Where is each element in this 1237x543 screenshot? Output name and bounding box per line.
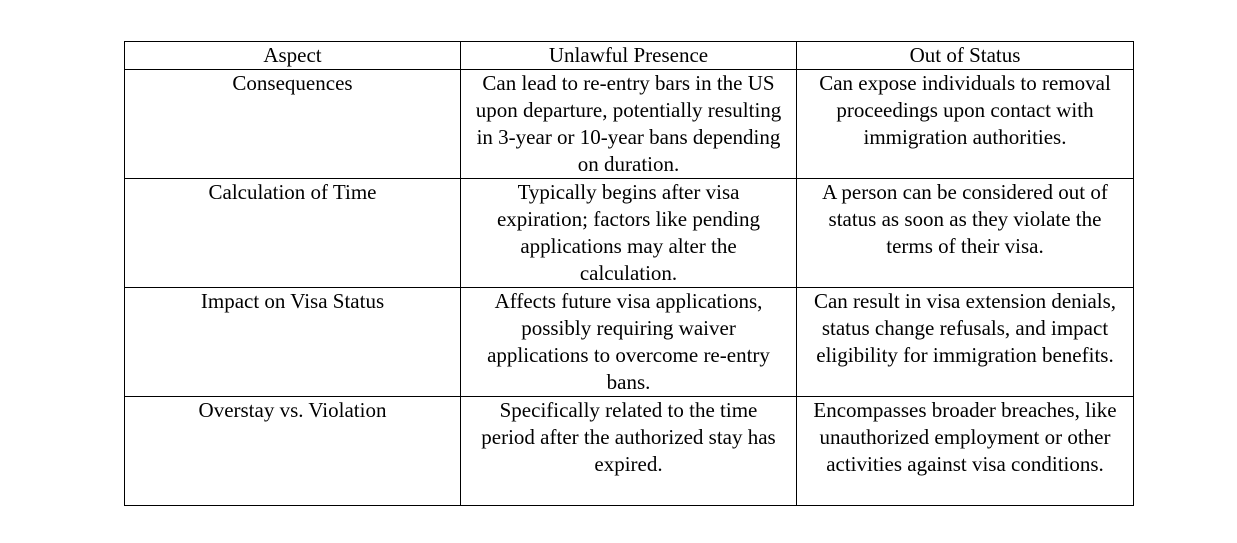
header-out-of-status: Out of Status bbox=[797, 42, 1134, 70]
unlawful-presence-cell: Can lead to re-entry bars in the US upon departure, potentially resulting in 3-year or 10-year bans depending on duration. bbox=[461, 70, 797, 179]
table-row bbox=[125, 70, 1134, 179]
aspect-cell: Impact on Visa Status bbox=[125, 288, 461, 397]
table-row bbox=[125, 288, 1134, 397]
aspect-cell: Calculation of Time bbox=[125, 179, 461, 288]
aspect-cell: Overstay vs. Violation bbox=[125, 397, 461, 506]
out-of-status-cell: Can result in visa extension denials, status change refusals, and impact eligibility for immigration benefits. bbox=[797, 288, 1134, 397]
aspect-cell: Consequences bbox=[125, 70, 461, 179]
table-row bbox=[125, 397, 1134, 506]
out-of-status-cell: A person can be considered out of status as soon as they violate the terms of their visa. bbox=[797, 179, 1134, 288]
comparison-table bbox=[124, 41, 1134, 506]
header-row bbox=[125, 42, 1134, 70]
out-of-status-cell: Encompasses broader breaches, like unauthorized employment or other activities against visa conditions. bbox=[797, 397, 1134, 506]
unlawful-presence-cell: Specifically related to the time period after the authorized stay has expired. bbox=[461, 397, 797, 506]
out-of-status-cell: Can expose individuals to removal proceedings upon contact with immigration authorities. bbox=[797, 70, 1134, 179]
table-body bbox=[125, 70, 1134, 506]
header-unlawful-presence: Unlawful Presence bbox=[461, 42, 797, 70]
header-aspect: Aspect bbox=[125, 42, 461, 70]
unlawful-presence-cell: Typically begins after visa expiration; factors like pending applications may alter the calculation. bbox=[461, 179, 797, 288]
table-header bbox=[125, 42, 1134, 70]
table-row bbox=[125, 179, 1134, 288]
unlawful-presence-cell: Affects future visa applications, possibly requiring waiver applications to overcome re-entry bans. bbox=[461, 288, 797, 397]
